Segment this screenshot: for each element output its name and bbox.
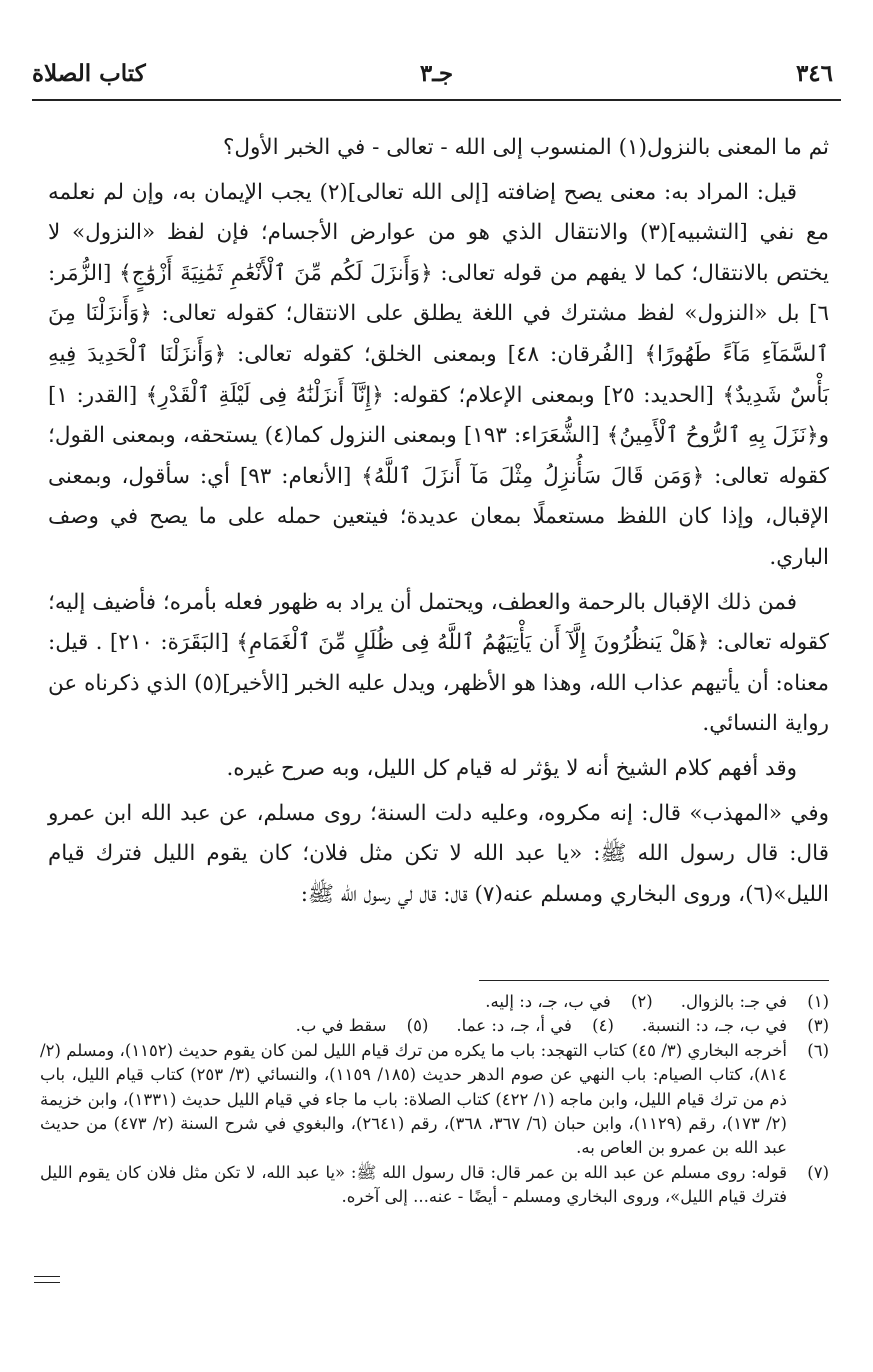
footnote-5 <box>296 1014 429 1038</box>
volume-label: جـ٣ <box>419 60 454 87</box>
footnote-text: في جـ: بالزوال. <box>680 992 787 1011</box>
footnote-separator <box>479 980 829 981</box>
footnote-text: في ب، جـ، د: إليه. <box>485 992 611 1011</box>
footnote-3 <box>642 1014 829 1038</box>
footnote-text: قوله: روى مسلم عن عبد الله بن عمر قال: قال رسول الله ﷺ: «يا عبد الله، لا تكن مثل فلان كان يقوم الليل فترك قيام الليل»، وروى البخاري ومسلم - أيضًا - عنه... إلى آخره. <box>40 1162 787 1207</box>
footnote-4 <box>456 1014 613 1038</box>
footnote-2 <box>485 990 652 1014</box>
footnote-number: (١) <box>807 992 829 1011</box>
main-text <box>48 128 829 919</box>
footnote-text: في أ، جـ، د: عما. <box>456 1016 572 1036</box>
footnote-1 <box>681 990 829 1014</box>
page-number: ٣٤٦ <box>795 60 833 87</box>
footnote-number: (٤) <box>592 1016 614 1036</box>
footnote-number: (٢) <box>630 992 653 1011</box>
book-title: كتاب الصلاة <box>32 60 146 87</box>
header-rule <box>32 99 841 101</box>
footnote-number: (٦) <box>807 1040 829 1060</box>
footnote-number: (٧) <box>807 1162 829 1182</box>
footnote-text: سقط في ب. <box>295 1016 387 1036</box>
paragraph-question: ثم ما المعنى بالنزول(١) المنسوب إلى الله - تعالى - في الخبر الأول؟ <box>223 135 829 160</box>
paragraph-answer: قيل: المراد به: معنى يصح إضافته [إلى الله تعالى](٢) يجب الإيمان به، وإن لم نعلمه مع نفي [التشبيه](٣) والانتقال الذي هو من عوارض الأجسام؛ فإن لفظ «النزول» لا يختص بالانتقال؛ كما لا يفهم من قوله تعالى: ﴿وَأَنزَلَ لَكُم مِّنَ ٱلْأَنْعَٰمِ ثَمَٰنِيَةَ أَزْوَٰجٍ﴾ [الزُّمَر: ٦] بل «النزول» لفظ مشترك في اللغة يطلق على الانتقال؛ كقوله تعالى: ﴿وَأَنزَلْنَا مِنَ ٱلسَّمَآءِ مَآءً طَهُورًا﴾ [الفُرقان: ٤٨] وبمعنى الخلق؛ كقوله تعالى: ﴿وَأَنزَلْنَا ٱلْحَدِيدَ فِيهِ بَأْسٌ شَدِيدٌ﴾ [الحديد: ٢٥] وبمعنى الإعلام؛ كقوله: ﴿إِنَّآ أَنزَلْنَٰهُ فِى لَيْلَةِ ٱلْقَدْرِ﴾ [القدر: ١] و﴿نَزَلَ بِهِ ٱلرُّوحُ ٱلْأَمِينُ﴾ [الشُّعَرَاء: ١٩٣] وبمعنى النزول كما(٤) يستحقه، وبمعنى القول؛ كقوله تعالى: ﴿وَمَن قَالَ سَأُنزِلُ مِثْلَ مَآ أَنزَلَ ٱللَّهُ﴾ [الأنعام: ٩٣] أي: سأقول، وبمعنى الإقبال، وإذا كان اللفظ مستعملًا بمعان عديدة؛ فيتعين حمله على ما يصح في وصف الباري. <box>48 179 829 570</box>
footnote-row-1 <box>40 990 829 1014</box>
page-header <box>32 58 841 98</box>
paragraph-mercy: فمن ذلك الإقبال بالرحمة والعطف، ويحتمل أن يراد به ظهور فعله بأمره؛ فأضيف إليه؛ كقوله تعالى: ﴿هَلْ يَنظُرُونَ إِلَّآ أَن يَأْتِيَهُمُ ٱللَّهُ فِى ظُلَلٍ مِّنَ ٱلْغَمَامِ﴾ [البَقَرَة: ٢١٠] . قيل: معناه: أن يأتيهم عذاب الله، وهذا هو الأظهر، ويدل عليه الخبر [الأخير](٥) الذي ذكرناه عن رواية النسائي. <box>48 589 829 737</box>
continuation-mark <box>34 1276 60 1283</box>
footnote-row-2 <box>40 1014 829 1038</box>
paragraph-muhadhdhab: وفي «المهذب» قال: إنه مكروه، وعليه دلت السنة؛ روى مسلم، عن عبد الله ابن عمرو قال: قال رسول الله ﷺ: «يا عبد الله لا تكن مثل فلان؛ كان يقوم الليل فترك قيام الليل»(٦)، وروى البخاري ومسلم عنه(٧) قال: قال لي رسول الله ﷺ: <box>48 800 829 907</box>
footnote-text: أخرجه البخاري (٣/ ٤٥) كتاب التهجد: باب ما يكره من ترك قيام الليل لمن كان يقوم حديث (١١٥٢)، ومسلم (٢/ ٨١٤)، كتاب الصيام: باب النهي عن صوم الدهر حديث (١٨٥/ ١١٥٩)، والنسائي (٣/ ٢٥٣) كتاب قيام الليل، باب ذم من ترك قيام الليل، وابن ماجه (١/ ٤٢٢) كتاب الصلاة: باب ما جاء في قيام الليل حديث (١٣٣١)، وابن خزيمة (٢/ ١٧٣)، رقم (١١٢٩)، وابن حبان (٦/ ٣٦٧، ٣٦٨)، رقم (٢٦٤١)، والبغوي في شرح السنة (٢/ ٤٧٣) من حديث عبد الله بن عمرو بن العاص به. <box>40 1040 787 1158</box>
footnote-6 <box>40 1039 829 1161</box>
footnote-number: (٣) <box>807 1016 829 1036</box>
footnote-text: في ب، جـ، د: النسبة. <box>641 1016 787 1036</box>
footnote-7 <box>40 1161 829 1210</box>
footnote-number: (٥) <box>406 1016 429 1036</box>
footnotes <box>40 990 829 1210</box>
paragraph-sheikh: وقد أفهم كلام الشيخ أنه لا يؤثر له قيام كل الليل، وبه صرح غيره. <box>226 755 797 781</box>
